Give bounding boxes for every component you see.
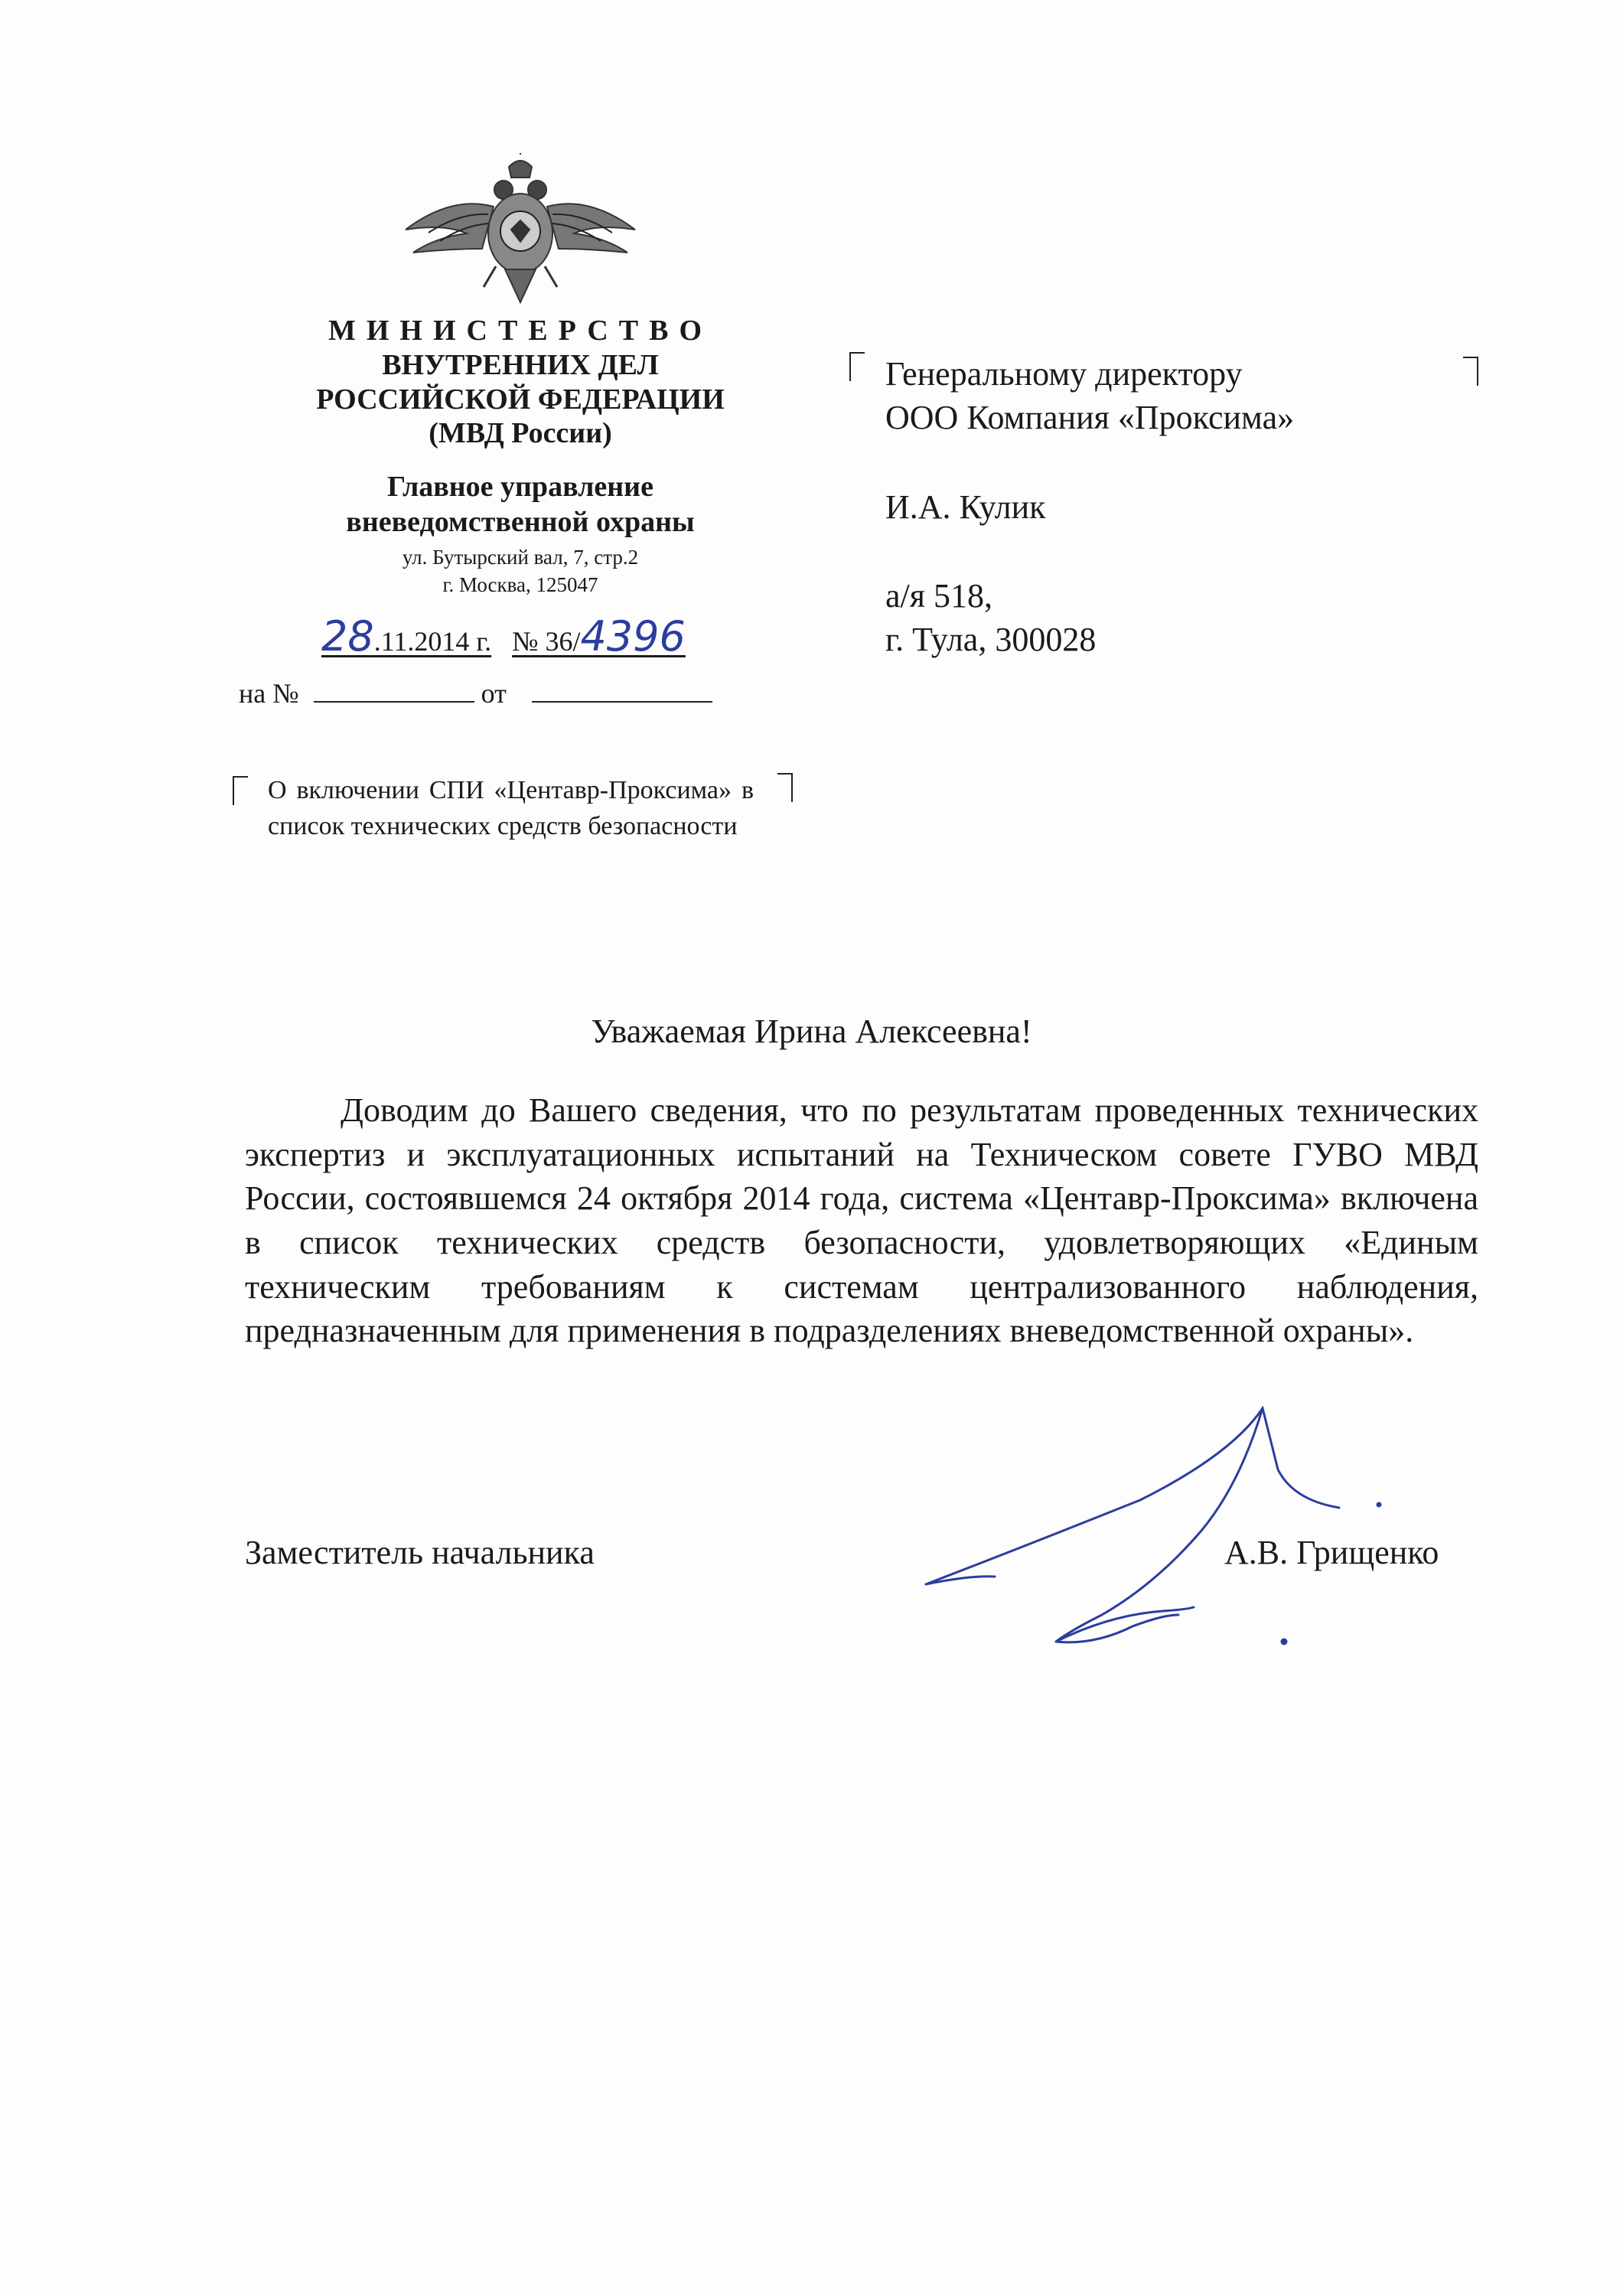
address-line-2: г. Москва, 125047 (442, 573, 598, 597)
ministry-header (230, 314, 811, 451)
addressee-po-box: а/я 518, (885, 576, 992, 615)
letter-body: Доводим до Вашего сведения, что по результатам проведенных технических экспертиз и эксплуатационных испытаний на Техническом совете ГУВО МВД России, состоявшемся 24 октября 2014 года, система «Центавр-Проксима» включена в список технических средств безопасности, удовлетворяющих «Единым техническим требованиям к системам централизованного наблюдения, предназначенным для применения в подразделениях вневедомственной охраны». (245, 1091, 1478, 1350)
handwritten-signature (911, 1393, 1400, 1668)
subject-bracket-right (777, 773, 793, 802)
reply-number-blank (314, 678, 474, 703)
addressee-name: И.А. Кулик (885, 488, 1046, 527)
addressee-line-2: ООО Компания «Проксима» (885, 399, 1295, 437)
date-handwritten: 28 (321, 612, 374, 660)
date-printed: .11.2014 г. (373, 626, 492, 657)
signatory-name: А.В. Грищенко (1224, 1534, 1439, 1571)
addressee-city: г. Тула, 300028 (885, 620, 1097, 658)
department-line-2: вневедомственной охраны (346, 505, 695, 538)
mvd-emblem-icon (398, 153, 643, 314)
reply-number-label: на № (239, 678, 299, 709)
addressee-block (885, 352, 1294, 661)
department-line-1: Главное управление (387, 471, 653, 503)
number-handwritten: 4396 (580, 612, 686, 660)
registration-date (321, 612, 492, 660)
ministry-line-2: ВНУТРЕННИХ ДЕЛ (382, 348, 659, 381)
reply-date-blank (532, 678, 712, 703)
ministry-line-3: РОССИЙСКОЙ ФЕДЕРАЦИИ (316, 383, 725, 416)
letter-subject: О включении СПИ «Центавр-Проксима» в список технических средств безопасности (268, 776, 754, 840)
department-name (230, 470, 811, 540)
addressee-bracket-right (1463, 357, 1478, 386)
reply-reference-line (239, 677, 712, 709)
addressee-line-1: Генеральному директору (885, 355, 1243, 393)
reply-from-label: от (481, 678, 507, 709)
registration-line (321, 612, 686, 660)
address-line-1: ул. Бутырский вал, 7, стр.2 (402, 546, 639, 569)
registration-number (512, 612, 686, 660)
number-prefix: № 36/ (512, 626, 581, 657)
signatory-position: Заместитель начальника (245, 1534, 595, 1571)
letter-greeting: Уважаемая Ирина Алексеевна! (591, 1013, 1032, 1050)
ministry-address (230, 543, 811, 599)
ministry-abbr: (МВД России) (429, 417, 612, 450)
addressee-bracket-left (849, 352, 865, 381)
subject-bracket-left (233, 776, 248, 805)
ministry-title: МИНИСТЕРСТВО (328, 315, 713, 347)
